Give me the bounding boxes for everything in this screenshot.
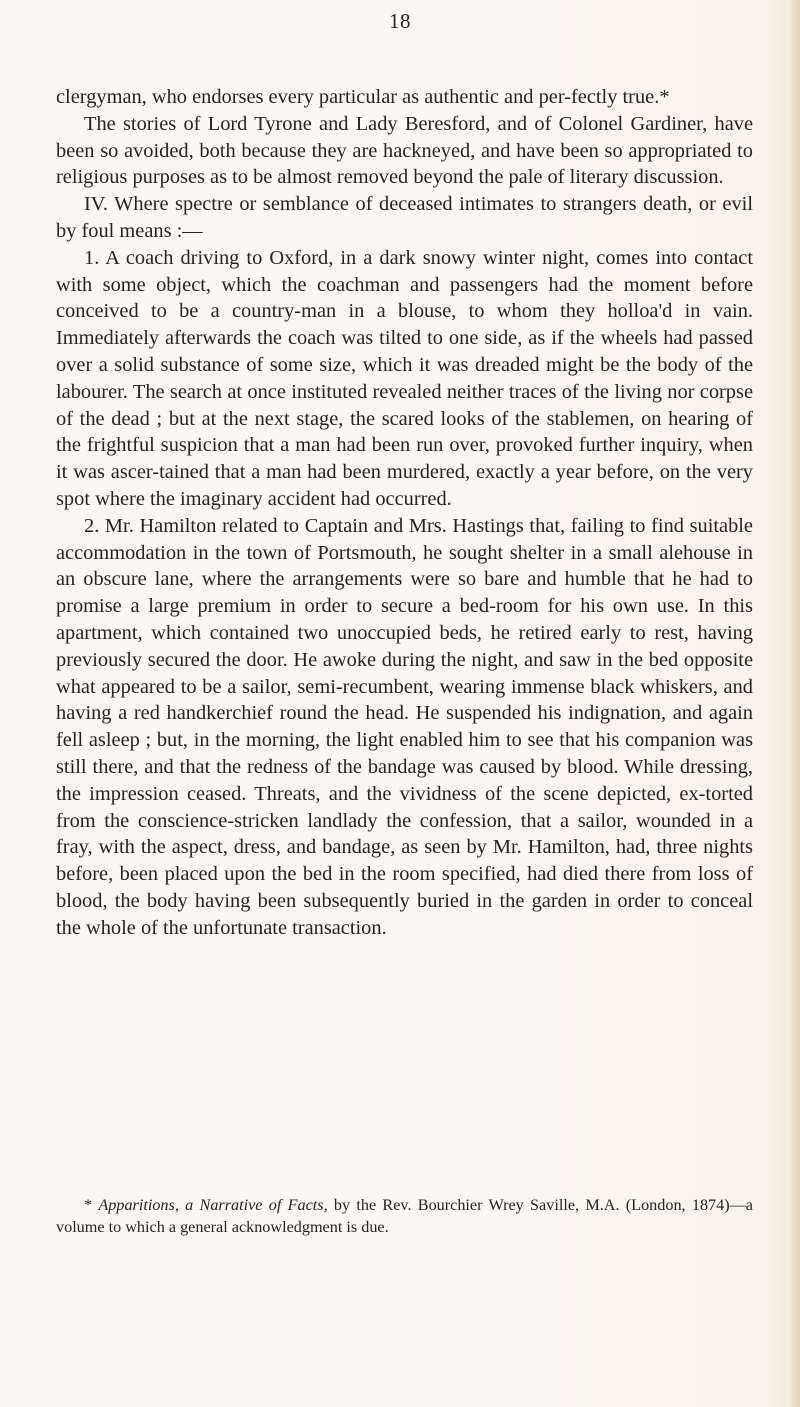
section-heading-iv: IV. Where spectre or semblance of deceased intimates to strangers death, or evil by foul means :— [56,193,753,242]
footnote [56,1195,753,1238]
paragraph-hamilton-portsmouth: 2. Mr. Hamilton related to Captain and Mrs. Hastings that, failing to find suitable accommodation in the town of Portsmouth, he sought shelter in a small alehouse in an obscure lane, where the arrangements were so bare and humble that he had to promise a large premium in order to secure a bed-room for his own use. In this apartment, which contained two unoccupied beds, he retired early to rest, having previously secured the door. He awoke during the night, and saw in the bed opposite what appeared to be a sailor, semi-recumbent, wearing immense black whiskers, and having a red handkerchief round the head. He suspended his indignation, and again fell asleep ; but, in the morning, the light enabled him to see that his companion was still there, and that the redness of the bandage was caused by blood. While dressing, the impression ceased. Threats, and the vividness of the scene depicted, ex-torted from the conscience-stricken landlady the confession, that a sailor, wounded in a fray, with the aspect, dress, and bandage, as seen by Mr. Hamilton, had, three nights before, been placed upon the bed in the room specified, had died there from loss of blood, the body having been subsequently buried in the garden in order to conceal the whole of the unfortunate transaction. [56,514,753,939]
paragraph-coach-oxford: 1. A coach driving to Oxford, in a dark snowy winter night, comes into contact with some object, which the coachman and passengers had the moment before conceived to be a country-man in a blouse, to whom they holloa'd in vain. Immediately afterwards the coach was tilted to one side, as if the wheels had passed over a solid substance of some size, which it was dreaded might be the body of the labourer. The search at once instituted revealed neither traces of the living nor corpse of the dead ; but at the next stage, the scared looks of the stablemen, on hearing of the frightful suspicion that a man had been run over, provoked further inquiry, when it was ascer-tained that a man had been murdered, exactly a year before, on the very spot where the imaginary accident had occurred. [56,246,753,510]
page-number: 18 [389,9,411,33]
paragraph-continuation: clergyman, who endorses every particular as authentic and per-fectly true.* [56,86,670,108]
page-edge-shadow [790,0,800,1407]
paragraph-tyrone-gardiner: The stories of Lord Tyrone and Lady Beresford, and of Colonel Gardiner, have been so avoided, both because they are hackneyed, and have been so appropriated to religious purposes as to be almost removed beyond the pale of literary discussion. [56,112,753,189]
footnote-book-title: Apparitions, a Narrative of Facts, [98,1196,328,1214]
footnote-marker: * [84,1196,93,1214]
footnote-text: by the Rev. Bourchier Wrey Saville, M.A. (London, 1874)—a volume to which a general acknowledgment is due. [56,1196,753,1236]
page-body [56,84,753,942]
